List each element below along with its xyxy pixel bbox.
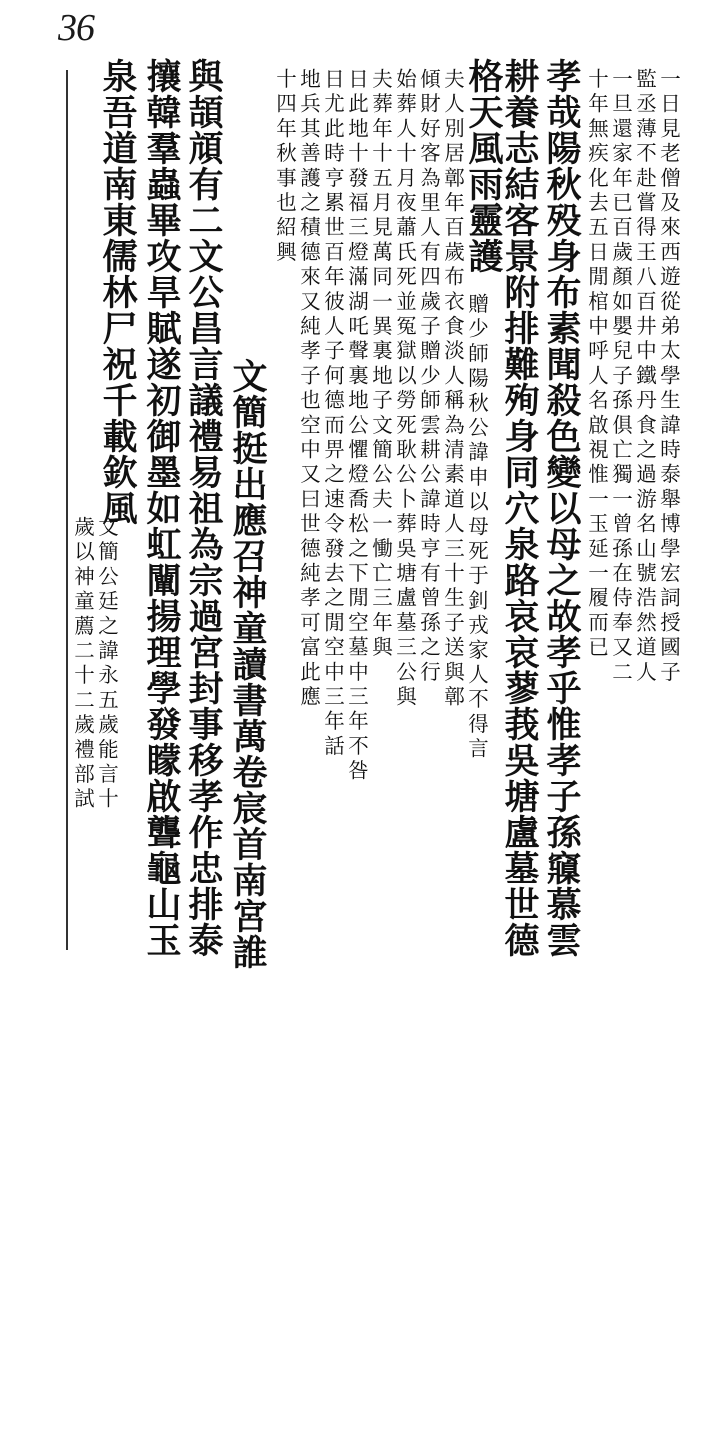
page-number: 36 xyxy=(58,7,94,49)
text-column-8: 夫人別居鄣年百歲布衣食淡人稱為清素道人三十生子送與鄣 xyxy=(440,68,465,711)
text-column-11: 夫葬年十五月見萬同一異裏地子文簡公夫一慟亡三年與 xyxy=(368,68,393,661)
text-column-6: 耕養志結客景附排難殉身同穴泉路哀哀蓼莪吳塘盧墓世德 xyxy=(499,58,540,958)
text-column-9: 傾財好客為里人有四歲子贈少師雲耕公諱時亨有曾孫之行 xyxy=(416,68,441,686)
text-block xyxy=(70,48,682,968)
text-column-2: 監丞薄不赴嘗得王八百井中鐵丹食之過游名山號浩然道人 xyxy=(632,68,657,686)
text-column-1: 一日見老僧及來西遊從弟太學生諱時泰舉博學宏詞授國子 xyxy=(656,68,681,686)
margin-rule xyxy=(66,70,68,950)
text-column-7: 贈少師陽秋公諱申以母死于釗戎家人不得言 xyxy=(464,293,489,763)
text-column-12: 日此地十發福三燈滿湖吒聲裏地公懼燈喬松之下閒空墓中三年不咎 xyxy=(344,68,369,785)
text-column-4: 十年無疾化去五日閒棺中呼人名啟視惟一玉延一履而已 xyxy=(584,68,609,661)
text-column-16: 十四年秋事也紹興 xyxy=(272,68,297,266)
text-column-17: 文簡挺出應召神童讀書萬卷宸首南宮誰 xyxy=(227,358,268,970)
text-column-18: 與頡頏有二文公昌言議禮易祖為宗過宮封事移孝作忠排泰 xyxy=(183,58,224,958)
text-column-5: 孝哉陽秋殁身布素聞殺色變以母之故孝乎惟孝子孫䆿慕雲 xyxy=(541,58,582,958)
text-column-20: 泉吾道南東儒林尸祝千載欽風 xyxy=(97,58,138,526)
text-column-14: 格天風雨靈護 xyxy=(463,58,504,274)
text-column-22: 歲以神童薦二十二歲禮部試 xyxy=(70,516,95,813)
text-column-15: 地兵其善護之積德來又純孝子也空中又曰世德純孝可富此應 xyxy=(296,68,321,711)
text-column-10: 始葬人十月夜蕭氏死並冤獄以勞死耿公卜葬吳塘盧墓三公與 xyxy=(392,68,417,711)
text-column-21: 文簡公廷之諱永五歲能言十 xyxy=(94,516,119,813)
text-column-19: 攘韓羣蟲畢攻旱賦遂初御墨如虹闡揚理學發矇啟聾龜山玉 xyxy=(141,58,182,958)
text-column-3: 一旦還家年已百歲顏如嬰兒子孫俱亡獨一曾孫在侍奉又二 xyxy=(608,68,633,686)
text-column-13: 日尤此時亨累世百年彼人子何德而畀之速令發去之閒空中三年話 xyxy=(320,68,345,760)
